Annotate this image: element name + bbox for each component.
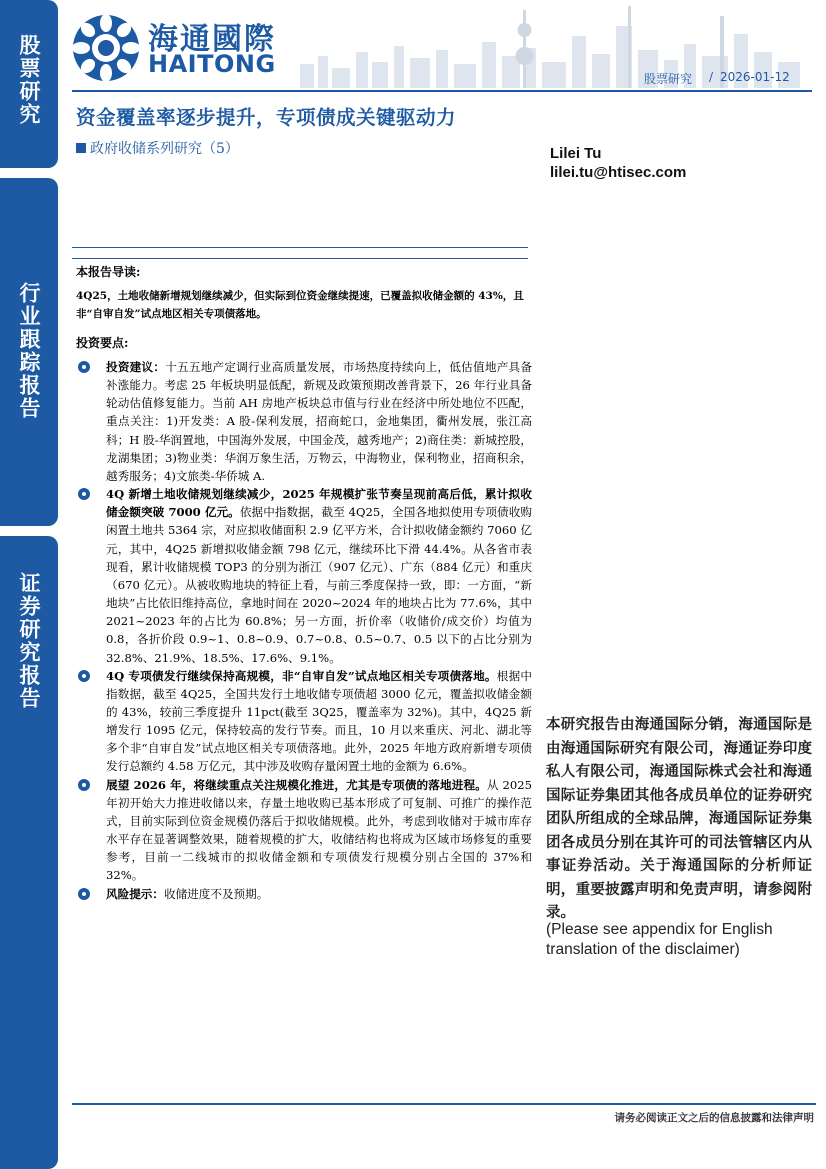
sidebar-tab-label: 证券研究报告 (17, 572, 42, 710)
points-heading: 投资要点: (76, 336, 129, 350)
point-lead: 展望 2026 年，将继续重点关注规模化推进，尤其是专项债的落地进程。 (106, 777, 487, 792)
sidebar-tab-industry-tracking (0, 178, 58, 526)
section-divider (72, 247, 528, 248)
report-date: 2026-01-12 (720, 70, 790, 84)
list-item (76, 485, 532, 667)
list-item (76, 885, 532, 903)
author-email[interactable]: lilei.tu@htisec.com (550, 164, 687, 181)
bullet-icon (78, 361, 90, 373)
point-text: 十五五地产定调行业高质量发展，市场热度持续向上，低估值地产具备补涨能力。考虑 25 年板块明显低配，新规及政策预期改善背景下，26 年行业具备轮动估值修复能力。当前 AH 房地产板块总市值与行业在经济中所处地位不匹配，重点关注：1)开发类：A 股-保利发展，招商蛇口，金地集团，衢州发展，张江高科；H 股-华润置地，中国海外发展，中国金茂，越秀地产；2)商住类：新城控股，龙湖集团；3)物业类：华润万象生活，万物云，中海物业，保利物业，招商积余，越秀服务；4)文旅类-华侨城 A. (106, 360, 532, 483)
point-text: 从 2025 年初开始大力推进收储以来，存量土地收购已基本形成了可复制、可推广的操作范式，目前实际到位资金规模仍落后于拟收储规模。此外，考虑到收储对于城市库存水平存在显著调整效果，随着规模的扩大，收储结构也将成为区域市场修复的重要参考，目前一二线城市的拟收储金额和专项债发行规模分别占全国的 37%和 32%。 (106, 777, 532, 883)
doc-type-label: 股票研究 (644, 72, 693, 86)
section-divider (72, 258, 528, 259)
header-rule (72, 90, 812, 92)
author-block (550, 144, 686, 182)
disclaimer-cn: 本研究报告由海通国际分销，海通国际是由海通国际研究有限公司，海通证券印度私人有限公司，海通国际株式会社和海通国际证券集团其他各成员单位的证券研究团队所组成的全球品牌，海通国际证券集团各成员分别在其许可的司法管辖区内从事证券活动。关于海通国际的分析师证明，重要披露声明和免责声明，请参阅附录。 (546, 717, 812, 921)
point-text: 根据中指数据，截至 4Q25，全国共发行土地收储专项债超 3000 亿元，覆盖拟收储金额的 43%，较前三季度提升 11pct(截至 3Q25，覆盖率为 32%)。其中，4Q25 新增发行 1095 亿元，保持较高的发行节奏。而且，10 月以来重庆、河北、湖北等多个非“自审自发”试点地区相关专项债落地。此外，2025 年地方政府新增专项债发行总额约 4.58 万亿元，其中涉及收购存量闲置土地的金额为 6.6%。 (106, 668, 532, 774)
haitong-logo-icon (70, 12, 142, 84)
bullet-icon (78, 888, 90, 900)
points-list (76, 358, 532, 903)
sidebar-tab-securities-research (0, 536, 58, 1169)
point-lead: 风险提示： (106, 886, 164, 901)
list-item (76, 667, 532, 776)
report-title: 资金覆盖率逐步提升，专项债成关键驱动力 (76, 106, 457, 129)
bullet-icon (78, 670, 90, 682)
point-text: 收储进度不及预期。 (163, 886, 269, 901)
brand-name-en: HAITONG (148, 50, 276, 78)
report-series (76, 138, 239, 158)
header-separator: / (709, 70, 714, 84)
footer-notice: 请务必阅读正文之后的信息披露和法律声明 (614, 1112, 814, 1124)
point-lead: 投资建议： (106, 360, 166, 374)
footer-rule (72, 1103, 816, 1105)
sidebar-tab-label: 行业跟踪报告 (17, 282, 42, 420)
author-name: Lilei Tu (550, 145, 602, 162)
sidebar-tab-label: 股票研究 (17, 34, 42, 126)
point-lead: 4Q 专项债发行继续保持高规模，非“自审自发”试点地区相关专项债落地。 (106, 668, 497, 683)
disclaimer-en: (Please see appendix for English translation of the disclaimer) (546, 921, 773, 958)
bullet-icon (78, 488, 90, 500)
point-lead: 4Q 新增土地收储规划继续减少，2025 年规模扩张节奏呈现前高后低，累计拟收储金额突破 7000 亿元。 (106, 487, 532, 520)
series-square-icon (76, 143, 86, 153)
brand-name-cn: 海通國際 (148, 22, 276, 57)
list-item (76, 776, 532, 885)
series-label: 政府收储系列研究（5） (90, 141, 239, 157)
sidebar-tab-stock-research (0, 0, 58, 168)
list-item (76, 358, 532, 485)
intro-text: 4Q25，土地收储新增规划继续减少，但实际到位资金继续提速，已覆盖拟收储金额的 43%，且非“自审自发”试点地区相关专项债落地。 (76, 290, 524, 320)
bullet-icon (78, 779, 90, 791)
intro-heading: 本报告导读: (76, 265, 141, 279)
point-text: 依据中指数据，截至 4Q25，全国各地拟使用专项债收购闲置土地共 5364 宗，对应拟收储面积 2.9 亿平方米，合计拟收储金额约 7060 亿元，其中，4Q25 新增拟收储金额 798 亿元，继续环比下滑 44.4%。从各省市表现看，累计收储规模 TOP3 的分别为浙江（907 亿元）、广东（884 亿元）和重庆（670 亿元）。从被收购地块的特征上看，与前三季度保持一致，即：一方面，“新地块”占比依旧维持高位，拿地时间在 2020~2024 年的地块占比为 77.6%，其中 2021~2023 年的占比为 60.8%；另一方面，折价率（收储价/成交价）均值为 0.8，各折价段 0.9~1、0.8~0.9、0.7~0.8、0.5~0.7、0.5 以下的占比分别为 32.8%、21.9%、18.5%、17.6%、9.1%。 (106, 505, 532, 665)
